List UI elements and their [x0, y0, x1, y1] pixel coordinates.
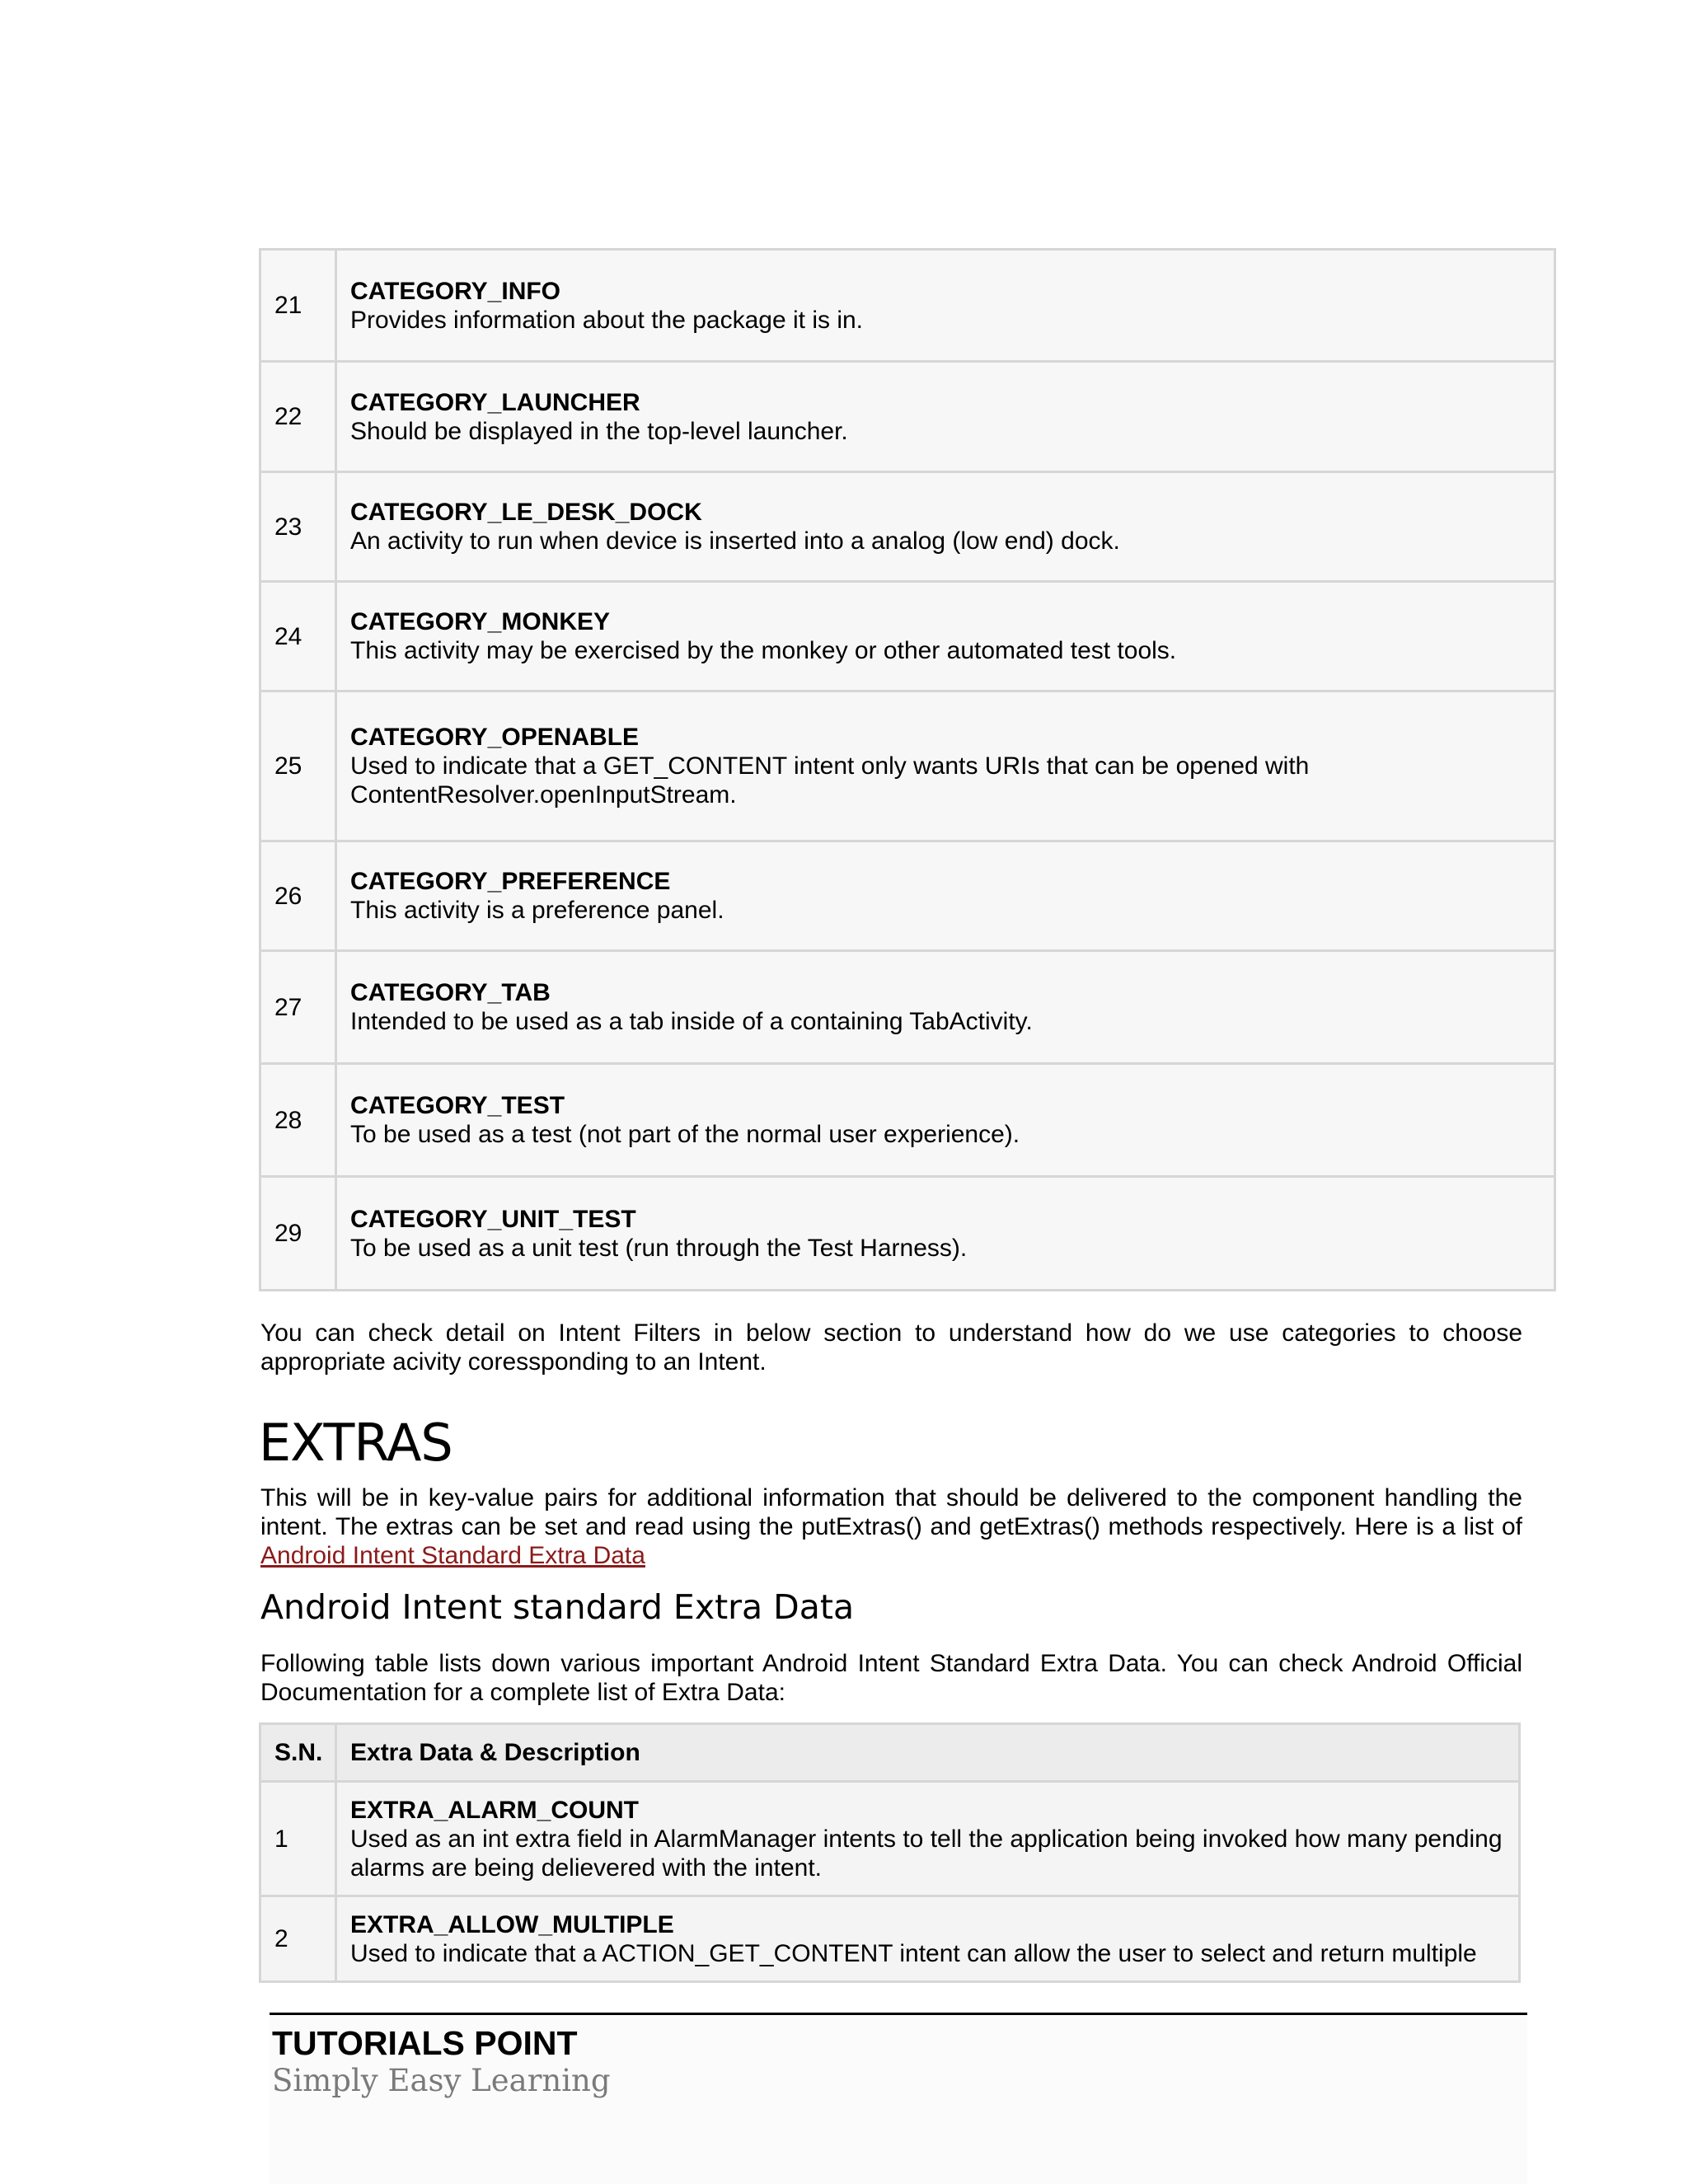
row-number: 22: [260, 362, 336, 472]
row-description-cell: [336, 1782, 1520, 1896]
row-number: 27: [260, 951, 336, 1064]
row-description-cell: [336, 691, 1555, 841]
row-description-cell: [336, 1896, 1520, 1982]
row-number: 2: [260, 1896, 336, 1982]
row-description-cell: [336, 582, 1555, 691]
category-term: CATEGORY_MONKEY: [350, 608, 611, 635]
category-description: An activity to run when device is inserted into a analog (low end) dock.: [350, 527, 1120, 555]
table-row: [260, 582, 1555, 691]
extra-description: Used as an int extra field in AlarmManager intents to tell the application being invoked how many pending alarms are being delievered with the intent.: [350, 1825, 1503, 1882]
category-term: CATEGORY_OPENABLE: [350, 724, 640, 751]
extras-paragraph: [260, 1483, 1522, 1570]
table-row: [260, 1064, 1555, 1177]
table-row: [260, 841, 1555, 951]
row-description-cell: [336, 1064, 1555, 1177]
row-description-cell: [336, 250, 1555, 362]
row-number: 25: [260, 691, 336, 841]
category-description: To be used as a test (not part of the normal user experience).: [350, 1121, 1020, 1148]
table-row: [260, 1896, 1520, 1982]
row-description-cell: [336, 841, 1555, 951]
category-term: CATEGORY_UNIT_TEST: [350, 1205, 636, 1233]
extra-term: EXTRA_ALLOW_MULTIPLE: [350, 1910, 674, 1938]
table-row: [260, 472, 1555, 582]
row-description-cell: [336, 472, 1555, 582]
row-number: 1: [260, 1782, 336, 1896]
category-description: This activity is a preference panel.: [350, 897, 724, 924]
category-term: CATEGORY_INFO: [350, 277, 561, 305]
extra-description: Used to indicate that a ACTION_GET_CONTENT intent can allow the user to select and return multiple: [350, 1939, 1477, 1967]
footer-divider: [270, 2013, 1527, 2015]
extras-heading: EXTRAS: [259, 1413, 452, 1473]
footer-title: TUTORIALS POINT: [272, 2024, 578, 2062]
footer-subtitle: Simply Easy Learning: [272, 2063, 611, 2098]
categories-table: [259, 248, 1556, 1291]
category-description: Used to indicate that a GET_CONTENT intent only wants URIs that can be opened with ContentResolver.openInputStream.: [350, 752, 1310, 808]
category-description: Provides information about the package it is in.: [350, 306, 864, 334]
category-description: Intended to be used as a tab inside of a containing TabActivity.: [350, 1008, 1033, 1035]
row-number: 21: [260, 250, 336, 362]
table-row: [260, 1782, 1520, 1896]
row-number: 28: [260, 1064, 336, 1177]
row-description-cell: [336, 951, 1555, 1064]
table-header-row: [260, 1724, 1520, 1782]
table-row: [260, 1177, 1555, 1291]
header-extra-data: Extra Data & Description: [336, 1724, 1520, 1782]
row-description-cell: [336, 1177, 1555, 1291]
category-term: CATEGORY_LAUNCHER: [350, 388, 640, 416]
category-description: To be used as a unit test (run through the Test Harness).: [350, 1234, 968, 1262]
intro-paragraph: You can check detail on Intent Filters in below section to understand how do we use categories to choose appropriate acivity coressponding to an Intent.: [260, 1319, 1522, 1376]
extra-term: EXTRA_ALARM_COUNT: [350, 1796, 640, 1824]
category-description: This activity may be exercised by the monkey or other automated test tools.: [350, 637, 1177, 664]
category-term: CATEGORY_PREFERENCE: [350, 868, 671, 895]
category-term: CATEGORY_LE_DESK_DOCK: [350, 499, 702, 526]
row-number: 26: [260, 841, 336, 951]
row-number: 23: [260, 472, 336, 582]
table-row: [260, 951, 1555, 1064]
row-number: 24: [260, 582, 336, 691]
row-description-cell: [336, 362, 1555, 472]
extras-paragraph-text: This will be in key-value pairs for additional information that should be delivered to the component handling the intent. The extras can be set and read using the putExtras() and getExtras() methods respectively. Here is a list of: [260, 1484, 1522, 1540]
extra-data-link[interactable]: Android Intent Standard Extra Data: [260, 1542, 645, 1569]
table-row: [260, 250, 1555, 362]
category-term: CATEGORY_TEST: [350, 1092, 565, 1119]
extra-data-subheading: Android Intent standard Extra Data: [260, 1587, 855, 1627]
header-sn: S.N.: [260, 1724, 336, 1782]
row-number: 29: [260, 1177, 336, 1291]
category-description: Should be displayed in the top-level launcher.: [350, 417, 848, 445]
table-row: [260, 362, 1555, 472]
extra-data-table: [259, 1722, 1521, 1983]
extra-data-paragraph: Following table lists down various important Android Intent Standard Extra Data. You can check Android Official Documentation for a complete list of Extra Data:: [260, 1650, 1522, 1706]
table-row: [260, 691, 1555, 841]
category-term: CATEGORY_TAB: [350, 979, 551, 1006]
